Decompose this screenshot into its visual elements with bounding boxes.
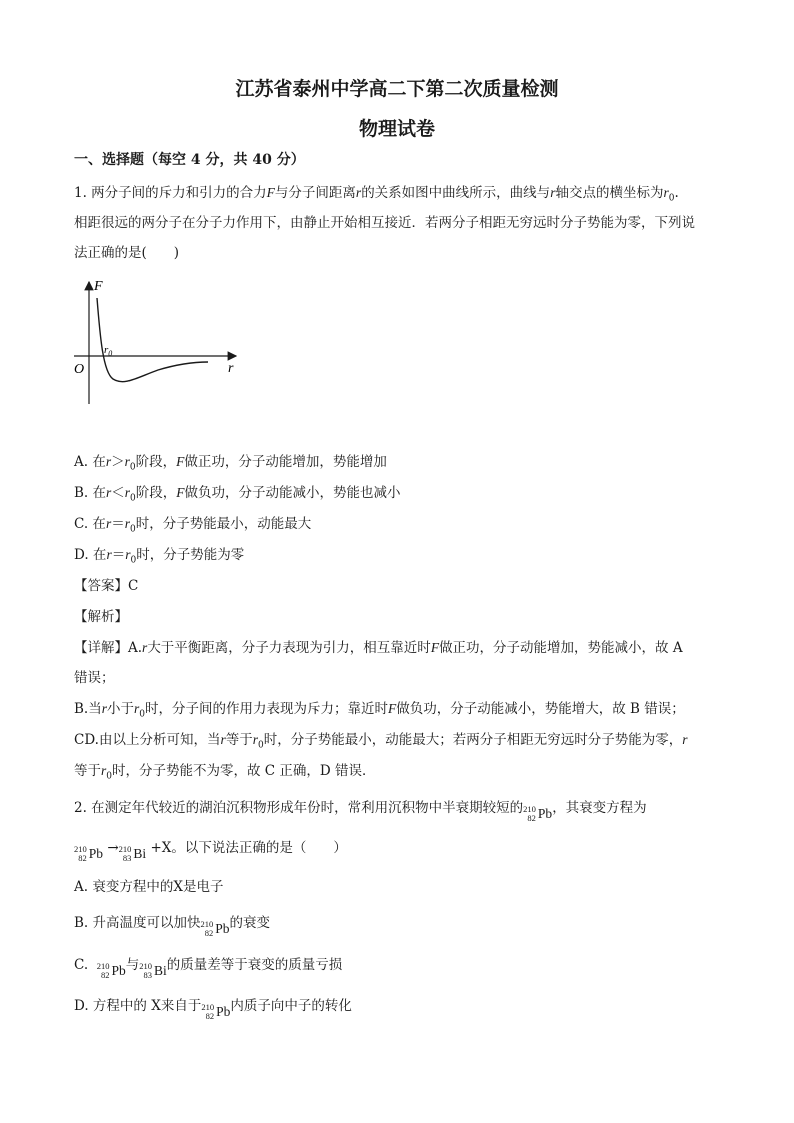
q1-option-c[interactable]: C. 在$r=r_0$时，分子势能最小，动能最大 <box>74 516 312 535</box>
q2-decay-equation: 210 82 Pb → 210 83 Bi +X。以下说法正确的是（ ） <box>74 840 347 863</box>
q1-detail-line4: CD.由以上分析可知，当r等于$r_0$时，分子势能最小，动能最大；若两分子相距无穷远时分子势能为零，r <box>74 732 688 751</box>
q1-detail-line2: 错误； <box>74 670 115 686</box>
q1-detail-line5: 等于$r_0$时，分子势能不为零，故 C 正确，D 错误． <box>74 763 376 782</box>
origin-label: O <box>74 362 85 377</box>
q1-detail-line1: 【详解】A.r大于平衡距离，分子力表现为引力，相互靠近时F做正功，分子动能增加，势能减小，故 A <box>74 640 683 656</box>
q1-option-d[interactable]: D. 在$r=r_0$时，分子势能为零 <box>74 547 245 566</box>
f-axis-label: F <box>94 279 103 294</box>
r0-label: $r_0$ <box>104 344 113 358</box>
pb-nuclide: 210 82 Pb <box>523 804 553 823</box>
bi-nuclide: 210 83 Bi <box>118 844 147 863</box>
q2-option-b[interactable]: B. 升高温度可以加快 210 82 Pb 的衰变 <box>74 915 271 938</box>
q2-option-c[interactable]: C. 210 82 Pb 与 210 83 Bi 的质量差等于衰变的质量亏损 <box>74 957 343 980</box>
r-axis-label: r <box>228 361 234 376</box>
section-heading: 一、选择题（每空 4 分，共 40 分） <box>74 152 305 168</box>
pb-nuclide: 210 82 Pb <box>74 844 104 863</box>
q2-option-a[interactable]: A. 衰变方程中的X是电子 <box>74 879 224 895</box>
q2-stem-line1: 2. 在测定年代较近的湖泊沉积物形成年份时，常利用沉积物中半衰期较短的 210 82 Pb ，其衰变方程为 <box>74 800 647 823</box>
pb-nuclide: 210 82 Pb <box>200 919 230 938</box>
force-distance-graph <box>66 276 246 411</box>
q2-option-d[interactable]: D. 方程中的 X来自于 210 82 Pb 内质子向中子的转化 <box>74 998 352 1021</box>
bi-nuclide: 210 83 Bi <box>139 961 167 980</box>
q1-stem-line2: 相距很远的两分子在分子力作用下，由静止开始相互接近．若两分子相距无穷远时分子势能为零，下列说 <box>74 215 695 231</box>
q1-detail-line3: B.当r小于$r_0$时，分子间的作用力表现为斥力；靠近时F做负功，分子动能减小，势能增大，故 B 错误； <box>74 701 685 720</box>
page-subtitle: 物理试卷 <box>358 118 435 140</box>
pb-nuclide: 210 82 Pb <box>96 961 126 980</box>
page-title: 江苏省泰州中学高二下第二次质量检测 <box>235 78 559 100</box>
force-curve <box>97 298 208 382</box>
q1-stem-line3: 法正确的是( ) <box>74 245 180 261</box>
q1-answer: 【答案】C <box>74 578 139 594</box>
pb-nuclide: 210 82 Pb <box>201 1002 231 1021</box>
q1-analysis-label: 【解析】 <box>74 609 128 625</box>
q1-option-b[interactable]: B. 在$r<r_0$阶段，F做负功，分子动能减小，势能也减小 <box>74 485 401 504</box>
q1-stem-line1: 1. 两分子间的斥力和引力的合力F与分子间距离r的关系如图中曲线所示，曲线与r轴交点的横坐标为$r_0$. <box>74 185 679 204</box>
q1-option-a[interactable]: A. 在$r>r_0$阶段，F做正功，分子动能增加，势能增加 <box>74 454 387 473</box>
